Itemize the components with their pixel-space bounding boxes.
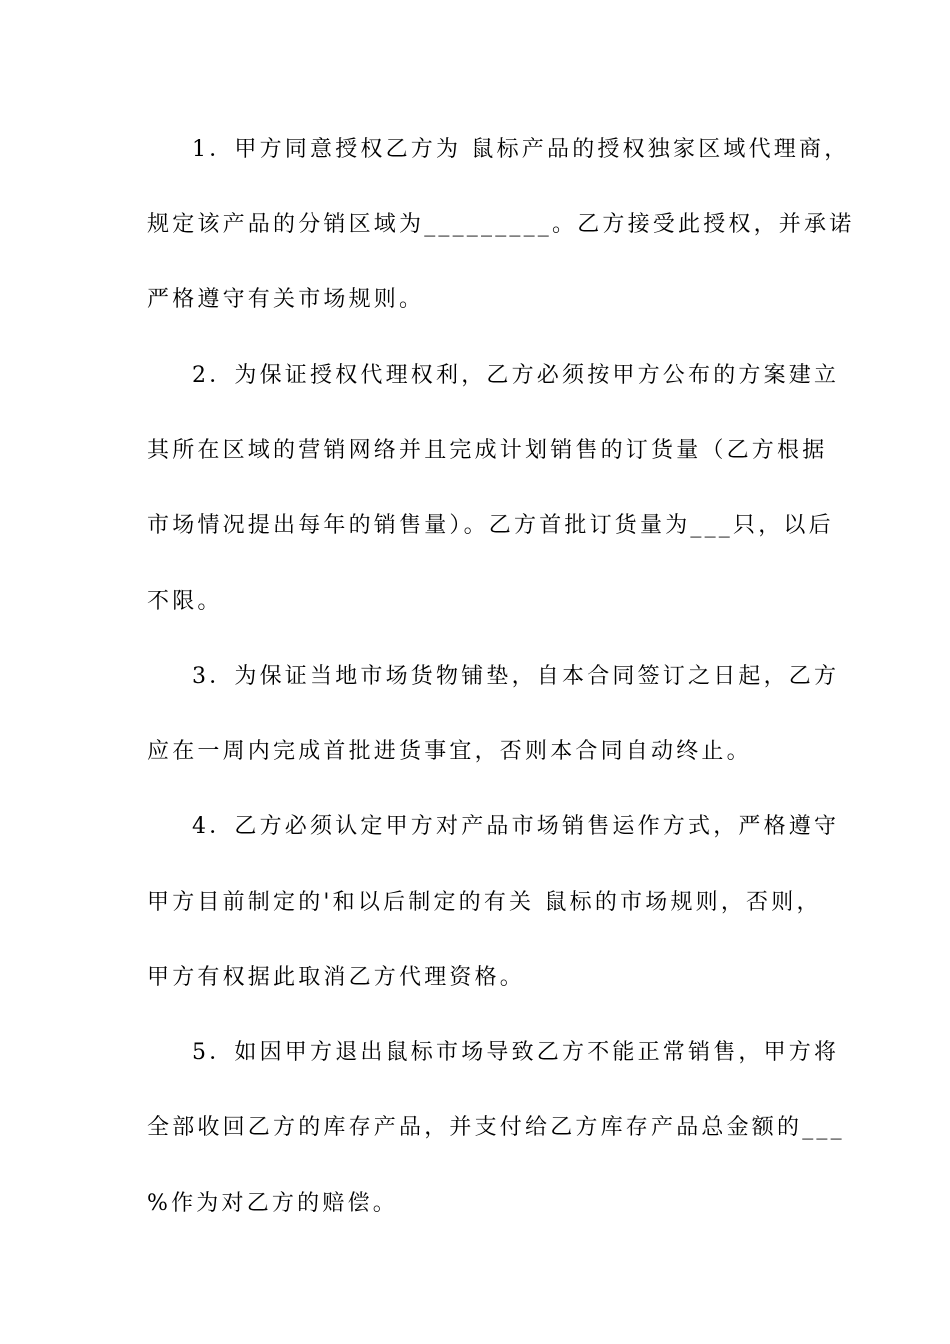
clause-2-line-4: 不限。 (147, 589, 223, 614)
clause-4-line-3: 甲方有权据此取消乙方代理资格。 (147, 965, 526, 990)
clause-2-line-2: 其所在区域的营销网络并且完成计划销售的订货量（乙方根据 (147, 438, 828, 463)
clause-3-line-1: 3．为保证当地市场货物铺垫，自本合同签订之日起，乙方 (192, 664, 840, 689)
clause-1-line-1: 1．甲方同意授权乙方为 鼠标产品的授权独家区域代理商， (192, 137, 850, 162)
clause-4-line-1: 4．乙方必须认定甲方对产品市场销售运作方式，严格遵守 (192, 814, 840, 839)
clause-3-line-2: 应在一周内完成首批进货事宜，否则本合同自动终止。 (147, 739, 752, 764)
clause-5-line-1: 5．如因甲方退出鼠标市场导致乙方不能正常销售，甲方将 (192, 1040, 840, 1065)
clause-5-line-3: %作为对乙方的赔偿。 (147, 1191, 398, 1216)
clause-2-line-1: 2．为保证授权代理权利，乙方必须按甲方公布的方案建立 (192, 363, 840, 388)
clause-2-line-3: 市场情况提出每年的销售量）。乙方首批订货量为___只，以后 (147, 513, 834, 538)
clause-5-line-2: 全部收回乙方的库存产品，并支付给乙方库存产品总金额的___ (147, 1115, 845, 1140)
clause-1-line-2: 规定该产品的分销区域为_________。乙方接受此授权，并承诺 (147, 212, 855, 237)
clause-4-line-2: 甲方目前制定的'和以后制定的有关 鼠标的市场规则，否则， (147, 890, 822, 915)
clause-1-line-3: 严格遵守有关市场规则。 (147, 287, 425, 312)
